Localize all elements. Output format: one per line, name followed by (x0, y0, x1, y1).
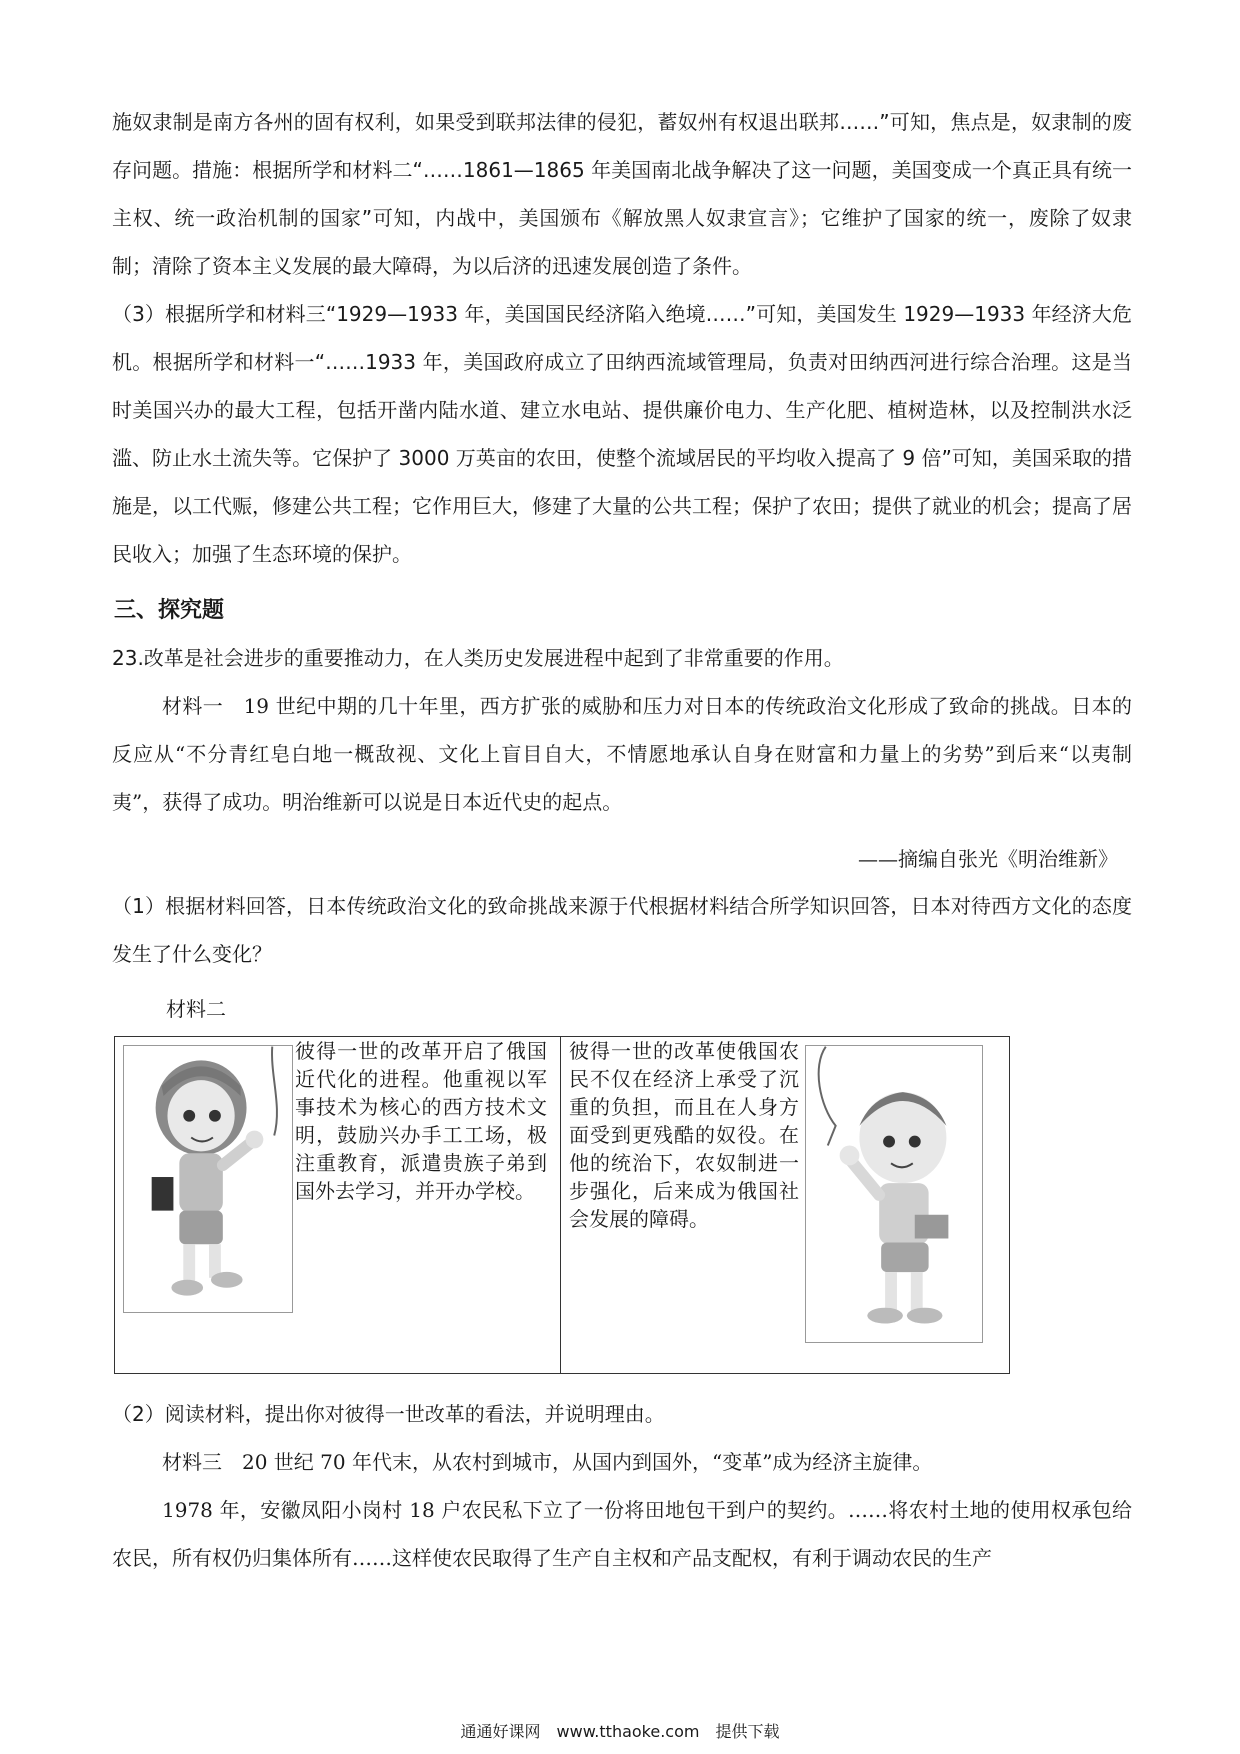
girl-illustration (123, 1045, 293, 1313)
material-3-body: 1978 年，安徽凤阳小岗村 18 户农民私下立了一份将田地包干到户的契约。……将农村土地的使用权承包给农民，所有权仍归集体所有……这样使农民取得了生产自主权和产品支配权，有利于调动农民的生产 (112, 1498, 1132, 1570)
material-2-label: 材料二 (166, 997, 226, 1021)
boy-speech-text: 彼得一世的改革使俄国农民不仅在经济上承受了沉重的负担，而且在人身方面受到更残酷的奴役。在他的统治下，农奴制进一步强化，后来成为俄国社会发展的障碍。 (569, 1039, 799, 1231)
answer-part2-continuation: 施奴隶制是南方各州的固有权利，如果受到联邦法律的侵犯，蓄奴州有权退出联邦……”可知，焦点是，奴隶制的废存问题。措施：根据所学和材料二“……1861—1865 年美国南北战争解决了这一问题，美国变成一个真正具有统一主权、统一政治机制的国家”可知，内战中，美国颁布《解放黑人奴隶宣言》；它维护了国家的统一，废除了奴隶制；清除了资本主义发展的最大障碍，为以后济的迅速发展创造了条件。 (112, 110, 1132, 278)
section-heading: 三、探究题 (114, 598, 225, 623)
page-footer: 通通好课网 www.tthaoke.com 提供下载 (460, 1722, 780, 1741)
boy-illustration (805, 1045, 983, 1343)
sub-question-1: （1）根据材料回答，日本传统政治文化的致命挑战来源于代根据材料结合所学知识回答，日本对待西方文化的态度发生了什么变化？ (112, 894, 1132, 966)
girl-speech-text: 彼得一世的改革开启了俄国近代化的进程。他重视以军事技术为核心的西方技术文明，鼓励兴办手工工场，极注重教育，派遣贵族子弟到国外去学习，并开办学校。 (295, 1039, 547, 1203)
boy-cartoon-icon (806, 1046, 982, 1342)
figure-divider (560, 1037, 561, 1373)
sub-question-2: （2）阅读材料，提出你对彼得一世改革的看法，并说明理由。 (112, 1402, 665, 1426)
material-1-source: ——摘编自张光《明治维新》 (858, 847, 1118, 871)
girl-cartoon-icon (124, 1046, 292, 1312)
material-2-figure (114, 1036, 1010, 1374)
question-23-stem: 23.改革是社会进步的重要推动力，在人类历史发展进程中起到了非常重要的作用。 (112, 646, 844, 670)
material-3-intro: 材料三 20 世纪 70 年代末，从农村到城市，从国内到国外，“变革”成为经济主旋律。 (162, 1450, 933, 1474)
material-1: 材料一 19 世纪中期的几十年里，西方扩张的威胁和压力对日本的传统政治文化形成了致命的挑战。日本的反应从“不分青红皂白地一概敌视、文化上盲目自大，不情愿地承认自身在财富和力量上的劣势”到后来“以夷制夷”，获得了成功。明治维新可以说是日本近代史的起点。 (112, 694, 1132, 814)
answer-part3: （3）根据所学和材料三“1929—1933 年，美国国民经济陷入绝境……”可知，美国发生 1929—1933 年经济大危机。根据所学和材料一“……1933 年，美国政府成立了田纳西流域管理局，负责对田纳西河进行综合治理。这是当时美国兴办的最大工程，包括开凿内陆水道、建立水电站、提供廉价电力、生产化肥、植树造林，以及控制洪水泛滥、防止水土流失等。它保护了 3000 万英亩的农田，使整个流域居民的平均收入提高了 9 倍”可知，美国采取的措施是，以工代赈，修建公共工程；它作用巨大，修建了大量的公共工程；保护了农田；提供了就业的机会；提高了居民收入；加强了生态环境的保护。 (112, 302, 1132, 566)
